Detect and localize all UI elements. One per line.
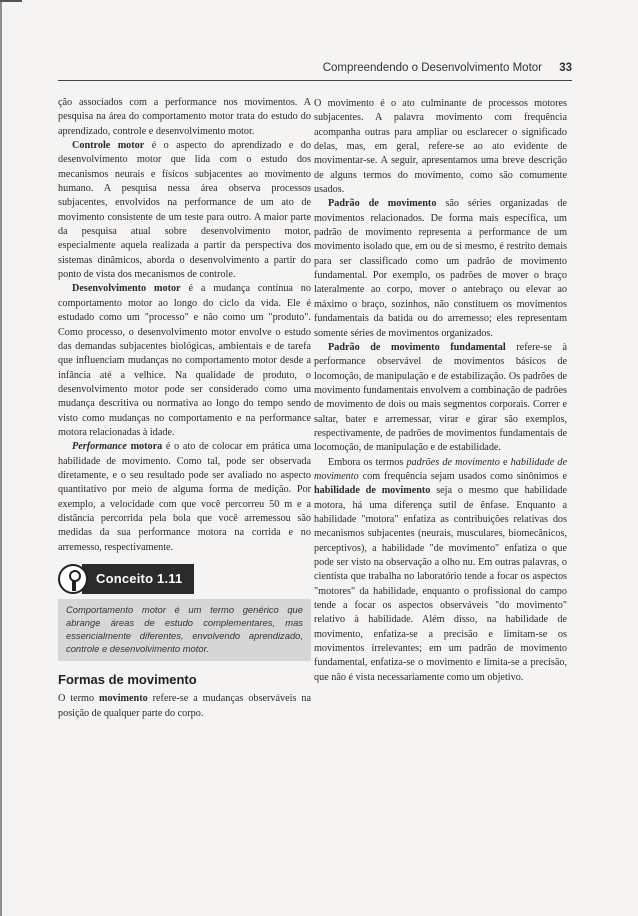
- scan-corner-mark: [0, 0, 22, 2]
- left-column: [58, 96, 311, 721]
- term-padroes-movimento: padrões de movimento: [406, 456, 500, 468]
- scan-edge: [0, 0, 2, 916]
- term-controle-motor: Controle motor: [72, 140, 145, 152]
- term-desenvolvimento-motor: Desenvolvimento motor: [72, 283, 181, 295]
- term-movimento: movimento: [99, 693, 148, 705]
- term-performance: Performance: [72, 441, 127, 453]
- paragraph-lead: O termo: [58, 693, 100, 705]
- concept-body: Comportamento motor é um termo genérico que abrange áreas de estudo complementares, mas essencialmente diferentes, envolvendo aprendizado, controle e desenvolvimento motor.: [58, 599, 311, 661]
- paragraph-text: é o ato de colocar em prática uma habilidade de movimento. Como tal, pode ser observada diretamente, e o seu resultado pode ser avaliado no aspecto quantitativo por meio de alguma forma de medição. Por exemplo, a velocidade com que você percorreu 50 m e a distância percorrida pela bola que você arremessou são medidas da sua performance motora na corrida e no arremesso, respectivamente.: [58, 441, 311, 553]
- right-column: [314, 97, 567, 685]
- term-padrao-fundamental: Padrão de movimento fundamental: [328, 341, 506, 353]
- paragraph-controle-motor: [58, 139, 311, 282]
- concept-info-icon: [58, 564, 88, 594]
- paragraph: O movimento é o ato culminante de processos motores subjacentes. A palavra movimento com frequência acompanha outras para ampliar ou esclarecer o significado delas, mas, em geral, refere-se ao ato evidente de movimentar-se. A seguir, apresentamos uma breve descrição de alguns termos do movimento, como são comumente usados.: [314, 98, 567, 196]
- paragraph-text: e: [499, 456, 511, 468]
- section-heading: Formas de movimento: [58, 672, 197, 687]
- concept-header: [58, 561, 311, 597]
- paragraph-text: é o aspecto do aprendizado e do desenvolvimento motor que lida com o estudo dos mecanismos neurais e físicos subjacentes ao movimento humano. A pesquisa nessa área observa processos subjacentes, envolvidos na performance de um ato de movimento consistente de um teste para outro. A maior parte da pesquisa atual sobre desenvolvimento motor, especialmente aquela realizada a partir da perspectiva dos sistemas dinâmicos, aborda o desenvolvimento a partir do ponto de vista dos mecanismos de controle.: [58, 140, 311, 281]
- page-header: [58, 62, 578, 80]
- paragraph-desenvolvimento-motor: [58, 282, 311, 440]
- paragraph-padrao-movimento: [314, 197, 567, 340]
- term-padrao-movimento: Padrão de movimento: [328, 198, 437, 210]
- paragraph-habilidade-movimento: [314, 456, 567, 686]
- paragraph-text: refere-se à performance observável de movimentos básicos de locomoção, de manipulação e de estabilização. Os padrões de movimento fundamentais envolvem a combinação de padrões de movimento de dois ou mais segmentos corporais. Correr e saltar, bater e arremessar, virar e girar são exemplos, respectivamente, de padrões de movimentos fundamentais de locomoção, de manipulação e de estabilidade.: [314, 341, 567, 454]
- running-title: Compreendendo o Desenvolvimento Motor: [322, 62, 542, 74]
- paragraph: ção associados com a performance nos movimentos. A pesquisa na área do comportamento motor trata do estudo do aprendizado, controle e desenvolvimento motor.: [58, 97, 311, 137]
- paragraph-text: são séries organizadas de movimentos relacionados. De forma mais específica, um padrão de movimento representa a performance de um movimento isolado que, em ou de si mesmo, é restrito demais para ser classificado como um padrão de movimento fundamental. Por exemplo, os padrões de mover o braço lateralmente ao corpo, mover o antebraço ou elevar ao máximo o braço, sozinhos, não constituem os movimentos fundamentais da batida ou do arremesso; eles representam somente séries de movimentos organizados.: [314, 198, 568, 339]
- paragraph-text: refere-se a mudanças observáveis na posição de qualquer parte do corpo.: [58, 693, 311, 719]
- term-motora: motora: [126, 441, 163, 453]
- paragraph-text: seja o mesmo que habilidade motora, há uma diferença sutil de ênfase. Enquanto a habilidade "motora" enfatiza as contribuições relativas dos mecanismos subjacentes (neurais, musculares, biomecânicos, perceptivos), a habilidade "de movimento" enfatiza o que pode ser visto na observação a olho nu. Em outras palavras, o cientista que trabalha no laboratório tende a focar os aspectos "motores" da habilidade, enquanto o profissional do campo tende a focar os aspectos observáveis "do movimento" relativo à habilidade. Além disso, na habilidade de movimento, enfatiza-se a precisão e limitam-se os movimentos irrelevantes; em um padrão de movimento fundamental, enfatiza-se o movimento e limita-se a precisão, que não é vista necessariamente como um objetivo.: [314, 485, 567, 683]
- page-number: 33: [559, 62, 572, 74]
- paragraph-padrao-fundamental: [314, 341, 567, 456]
- paragraph-movimento: [58, 692, 311, 721]
- paragraph-performance-motora: [58, 440, 311, 555]
- paragraph-lead: Embora os termos: [328, 456, 407, 468]
- concept-title: Conceito 1.11: [82, 564, 194, 594]
- paragraph-text: é a mudança contínua no comportamento motor ao longo do ciclo da vida. Ele é estudado como um "processo" e não como um "produto". Como processo, o desenvolvimento motor envolve o estudo das demandas subjacentes biológicas, ambientais e de tarefa que influenciam mudanças no comportamento motor desde a infância até a velhice. Na qualidade de produto, o desenvolvimento motor pode ser considerado como uma mudança descritiva ou normativa ao longo do tempo sendo visto como mudanças no comportamento e na performance motora relacionadas à idade.: [58, 283, 311, 438]
- term-habilidade-movimento: habilidade de movimento: [314, 485, 431, 497]
- concept-box: [58, 561, 311, 661]
- term-habilidade-movimento-italic: habilidade de movimento: [314, 456, 567, 482]
- header-rule: [58, 80, 572, 81]
- paragraph-text: com frequência sejam usados como sinônimos e: [358, 470, 567, 482]
